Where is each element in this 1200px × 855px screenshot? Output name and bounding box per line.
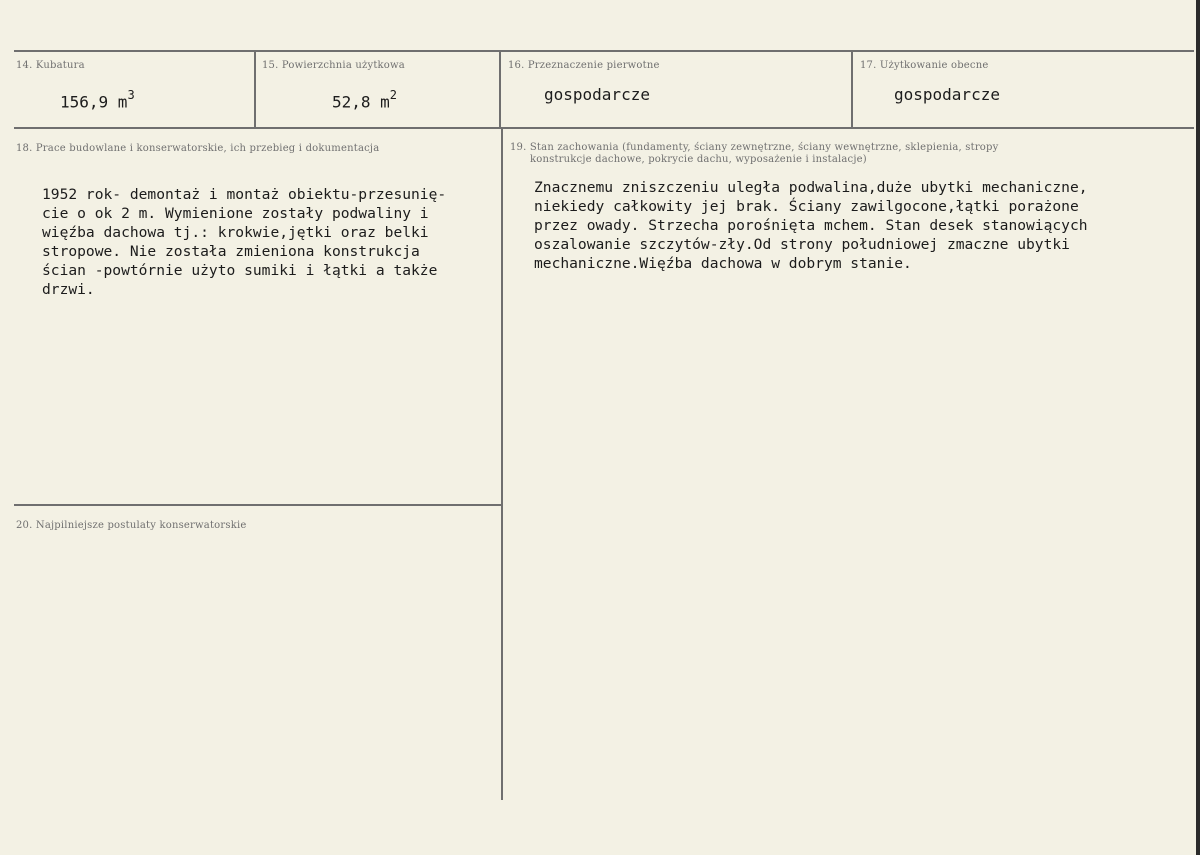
postulaty-label: 20. Najpilniejsze postulaty konserwatorskie bbox=[16, 520, 247, 531]
divider-16-17 bbox=[851, 51, 853, 128]
uzytkowanie-value: gospodarcze bbox=[894, 85, 1000, 104]
powierzchnia-value bbox=[332, 90, 397, 111]
text-line: oszalowanie szczytów-zły.Od strony południowej zmaczne ubytki bbox=[534, 236, 1070, 253]
uzytkowanie-label: 17. Użytkowanie obecne bbox=[860, 60, 989, 71]
przeznaczenie-value: gospodarcze bbox=[544, 85, 650, 104]
stan-zachowania-text bbox=[534, 178, 1088, 273]
prace-budowlane-label: 18. Prace budowlane i konserwatorskie, ich przebieg i dokumentacja bbox=[16, 143, 380, 154]
kubatura-value bbox=[60, 90, 135, 111]
kubatura-number: 156,9 m bbox=[60, 92, 128, 112]
stan-zachowania-label-line: konstrukcje dachowe, pokrycie dachu, wyposażenie i instalacje) bbox=[530, 154, 867, 165]
text-line: drzwi. bbox=[42, 281, 95, 298]
header-row-bottom-rule bbox=[14, 127, 1194, 129]
powierzchnia-number: 52,8 m bbox=[332, 92, 390, 112]
divider-15-16 bbox=[499, 51, 501, 128]
text-line: 1952 rok- demontaż i montaż obiektu-przesunię- bbox=[42, 186, 447, 203]
powierzchnia-unit-exponent: 2 bbox=[389, 88, 398, 102]
divider-14-15 bbox=[254, 51, 256, 128]
text-line: mechaniczne.Więźba dachowa w dobrym stanie. bbox=[534, 255, 912, 272]
divider-left-right-column bbox=[501, 128, 503, 800]
przeznaczenie-label: 16. Przeznaczenie pierwotne bbox=[508, 60, 660, 71]
stan-zachowania-label-line: 19. Stan zachowania (fundamenty, ściany zewnętrzne, ściany wewnętrzne, sklepienia, stropy bbox=[510, 142, 999, 153]
text-line: więźba dachowa tj.: krokwie,jętki oraz belki bbox=[42, 224, 429, 241]
text-line: cie o ok 2 m. Wymienione zostały podwaliny i bbox=[42, 205, 429, 222]
kubatura-unit-exponent: 3 bbox=[127, 88, 135, 102]
text-line: niekiedy całkowity jej brak. Ściany zawilgocone,łątki porażone bbox=[534, 198, 1079, 215]
top-rule bbox=[14, 50, 1194, 52]
text-line: przez owady. Strzecha porośnięta mchem. Stan desek stanowiących bbox=[534, 217, 1088, 234]
text-line: Znacznemu zniszczeniu uległa podwalina,duże ubytki mechaniczne, bbox=[534, 179, 1088, 196]
stan-zachowania-label bbox=[510, 142, 998, 166]
kubatura-label: 14. Kubatura bbox=[16, 60, 85, 71]
text-line: stropowe. Nie została zmieniona konstrukcja bbox=[42, 243, 420, 260]
powierzchnia-label: 15. Powierzchnia użytkowa bbox=[262, 60, 405, 71]
card-edge bbox=[1196, 0, 1200, 855]
section-20-top-rule bbox=[14, 504, 502, 506]
text-line: ścian -powtórnie użyto sumiki i łątki a także bbox=[42, 262, 438, 279]
prace-budowlane-text bbox=[42, 185, 446, 299]
